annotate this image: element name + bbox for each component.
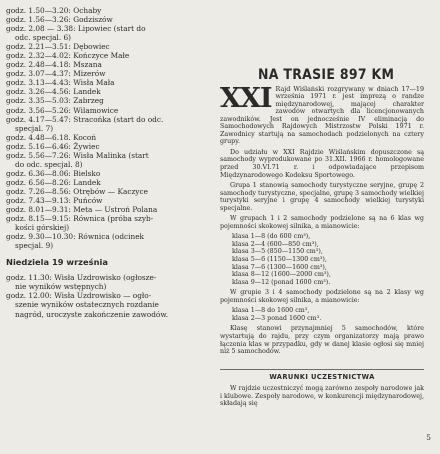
page-number: 5: [426, 433, 431, 442]
schedule-entry: godz. 1.50—3.20: Ochaby: [6, 6, 102, 15]
paragraph-class-rule: Klasę stanowi przynajmniej 5 samochodów, które wystartują do rajdu, przy czym organizatorzy mają prawo łączenia klas w przypadku, gdy w danej klasie ogłosi się mniej niż 5 samochodów.: [220, 325, 424, 356]
schedule-list: [6, 6, 214, 250]
schedule-entry: godz. 8.01—9.31: Meta — Ustroń Polana: [6, 205, 158, 215]
paragraph-eligibility: Do udziału w XXI Rajdzie Wiślańskim dopuszczone są samochody wyprodukowane po 31.XII. 1966 r. homologowane przed 30.VI.71 r. i odpowiadające przepisom Międzynarodowego Kodeksu Sportowego.: [220, 148, 424, 179]
sunday-list: [6, 273, 214, 318]
schedule-entry: godz. 6.36—8.06: Bielsko: [6, 168, 101, 178]
schedule-entry: godz. 1.56—3.26: Godziszów: [6, 15, 113, 25]
class-entry: klasa 8—12 (1600—2000 cm³),: [232, 271, 331, 279]
sunday-entry: szenie wyników ostatecznych rozdanie: [15, 300, 159, 310]
article-title: NA TRASIE 897 KM: [258, 65, 395, 83]
sunday-entry: nie wyników wstępnych): [15, 282, 107, 292]
intro-text: Rajd Wiślański rozgrywany w dniach 17—19 września 1971 r. jest imprezą o randze międzynarodowej, mającej charakter zawodów otwartych dla licencjonowanych zawodników. Jest on jednocześnie IV eliminacją do Samochodowych Rajdowych Mistrzostw Polski 1971 r. Zawodnicy startują na samochodach podzielonych na cztery grupy.: [220, 85, 424, 146]
schedule-entry: godz. 2.32—4.02: Kończyce Małe: [6, 51, 130, 61]
paragraph-classes-intro: W grupach 1 i 2 samochody podzielone są na 6 klas wg pojemności skokowej silnika, a mianowicie:: [220, 215, 424, 230]
schedule-entry: specjal. 9): [15, 241, 54, 251]
schedule-entry: godz. 3.35—5.03: Zabrzeg: [6, 96, 104, 106]
class-entry: klasa 7—6 (1300—1600 cm³),: [232, 263, 327, 271]
paragraph-warunki: W rajdzie uczestniczyć mogą zarówno zespoły narodowe jak i klubowe. Zespoły narodowe, w konkurencji międzynarodowej, składają się: [220, 385, 424, 408]
class-entry: klasa 1—8 (do 600 cm³),: [232, 233, 311, 241]
schedule-entry: godz. 2.48—4.18: Mszana: [6, 60, 102, 70]
sunday-entry: nagród, uroczyste zakończenie zawodów.: [15, 309, 169, 319]
sunday-entry: godz. 12.00: Wisła Uzdrowisko — ogło-: [6, 291, 152, 301]
schedule-entry: do odc. specjal. 8): [15, 159, 83, 169]
schedule-entry: godz. 4.17—5.47: Stracońka (start do odc.: [6, 114, 164, 124]
schedule-entry: godz. 3.07—4.37: Mizerów: [6, 69, 106, 79]
paragraph-groups-3-4: W grupie 3 i 4 samochody podzielone są na 2 klasy wg pojemności skokowej silnika, a mianowicie:: [220, 289, 424, 304]
schedule-entry: kości górskiej): [15, 223, 70, 233]
schedule-entry: godz. 3.26—4.56: Landek: [6, 87, 101, 97]
class-entry: klasa 2—3 ponad 1600 cm³.: [232, 314, 322, 322]
schedule-entry: godz. 6.56—8.26: Landek: [6, 177, 101, 187]
sunday-entry: godz. 11.30: Wisła Uzdrowisko (ogłosze-: [6, 273, 157, 283]
schedule-entry: godz. 7.43—9.13: Puńców: [6, 195, 103, 205]
schedule-column: [6, 6, 214, 319]
dropcap: XXI: [220, 82, 272, 114]
class-entry: klasa 1—8 do 1600 cm³,: [232, 307, 310, 315]
class-list-groups-3-4: [220, 307, 424, 322]
class-entry: klasa 9—12 (ponad 1600 cm³).: [232, 278, 331, 286]
schedule-entry: specjal. 7): [15, 123, 54, 133]
schedule-entry: godz. 9.30—10.30: Równica (odcinek: [6, 232, 145, 242]
schedule-entry: godz. 3.13—4.43: Wisła Mała: [6, 78, 115, 88]
class-entry: klasa 5—6 (1150—1300 cm³),: [232, 256, 327, 264]
schedule-entry: godz. 2.21—3.51: Dębowiec: [6, 42, 110, 52]
intro-paragraph: [220, 82, 424, 146]
section-heading-warunki: WARUNKI UCZESTNICTWA: [269, 372, 375, 381]
article-column: [220, 65, 424, 408]
schedule-entry: godz. 2.08 — 3.38: Lipowiec (start do: [6, 24, 146, 34]
schedule-entry: godz. 8.15—9.15: Równica (próba szyb-: [6, 214, 154, 224]
class-list-groups-1-2: [220, 233, 424, 286]
paragraph-groups: Grupa 1 stanowią samochody turystyczne seryjne, grupę 2 samochody turystyczne, specjalne, grupę 3 samochody wielkiej turystyki seryjne i grupę 4 samochody wielkiej turystyki specjalne.: [220, 182, 424, 212]
class-entry: klasa 2—4 (600—850 cm³),: [232, 240, 319, 248]
schedule-entry: odc. specjal. 6): [15, 33, 72, 43]
schedule-entry: godz. 7.26—8.56: Otrębów — Kaczyce: [6, 186, 148, 196]
sunday-heading: Niedziela 19 września: [6, 257, 108, 268]
schedule-entry: godz. 5.16—6.46: Żywiec: [6, 141, 100, 151]
section-divider: [220, 369, 424, 370]
schedule-entry: godz. 5.56—7.26: Wisła Malinka (start: [6, 150, 149, 160]
schedule-entry: godz. 3.56—5.26: Wilamowice: [6, 105, 119, 115]
schedule-entry: godz. 4.48—6.18. Kocoń: [6, 132, 97, 142]
class-entry: klasa 3—5 (850—1150 cm³),: [232, 248, 323, 256]
